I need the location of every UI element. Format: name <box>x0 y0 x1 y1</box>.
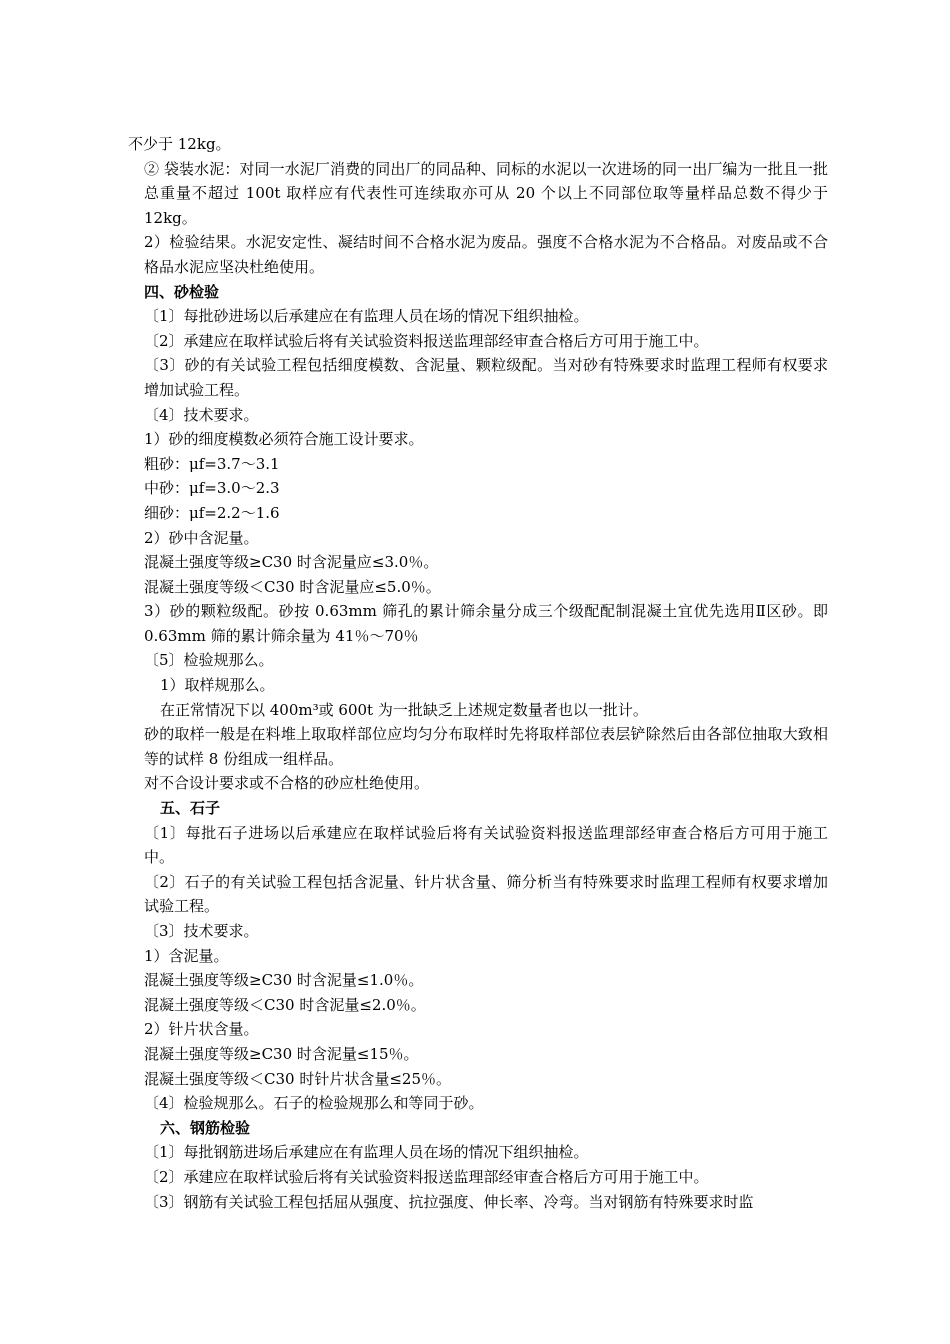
document-page <box>128 132 828 1214</box>
paragraph: 粗砂：μf=3.7～3.1 <box>144 454 280 473</box>
paragraph: 对不合设计要求或不合格的砂应杜绝使用。 <box>144 774 430 793</box>
paragraph: 〔2〕承建应在取样试验后将有关试验资料报送监理部经审查合格后方可用于施工中。 <box>144 1167 709 1186</box>
paragraph: 〔3〕钢筋有关试验工程包括屈从强度、抗拉强度、伸长率、冷弯。当对钢筋有特殊要求时监 <box>144 1192 754 1211</box>
paragraph: 在正常情况下以 400m³或 600t 为一批缺乏上述规定数量者也以一批计。 <box>160 700 648 719</box>
paragraph: 〔3〕砂的有关试验工程包括细度模数、含泥量、颗粒级配。当对砂有特殊要求时监理工程师有权要求增加试验工程。 <box>144 356 828 399</box>
paragraph: 混凝土强度等级≥C30 时含泥量≤1.0％。 <box>144 971 424 990</box>
paragraph: 2）检验结果。水泥安定性、凝结时间不合格水泥为废品。强度不合格水泥为不合格品。对废品或不合格品水泥应坚决杜绝使用。 <box>144 233 828 276</box>
paragraph: 〔2〕承建应在取样试验后将有关试验资料报送监理部经审查合格后方可用于施工中。 <box>144 331 709 350</box>
paragraph: 〔4〕技术要求。 <box>144 405 259 424</box>
section-heading: 四、砂检验 <box>144 282 220 301</box>
section-heading: 五、石子 <box>160 799 221 818</box>
paragraph: 〔1〕每批砂进场以后承建应在有监理人员在场的情况下组织抽检。 <box>144 307 589 326</box>
paragraph: 2）砂中含泥量。 <box>144 528 259 547</box>
paragraph: 2）针片状含量。 <box>144 1020 259 1039</box>
paragraph: ② 袋装水泥：对同一水泥厂消费的同出厂的同品种、同标的水泥以一次进场的同一出厂编为一批且一批总重量不超过 100t 取样应有代表性可连续取亦可从 20 个以上不同部位取等量样品总数不得少于 12kg。 <box>144 159 828 227</box>
paragraph: 〔3〕技术要求。 <box>144 922 259 940</box>
paragraph: 砂的取样一般是在料堆上取取样部位应均匀分布取样时先将取样部位表层铲除然后由各部位抽取大致相等的试样 8 份组成一组样品。 <box>144 725 828 768</box>
section-heading: 六、钢筋检验 <box>160 1118 251 1137</box>
paragraph: 〔5〕检验规那么。 <box>144 651 274 670</box>
paragraph: 中砂：μf=3.0～2.3 <box>144 479 280 498</box>
paragraph: 3）砂的颗粒级配。砂按 0.63mm 筛孔的累计筛余量分成三个级配配制混凝土宜优先选用Ⅱ区砂。即 0.63mm 筛的累计筛余量为 41％～70％ <box>144 602 828 645</box>
paragraph: 混凝土强度等级＜C30 时含泥量≤2.0％。 <box>144 995 426 1014</box>
paragraph: 1）含泥量。 <box>144 946 229 965</box>
paragraph: 混凝土强度等级＜C30 时针片状含量≤25％。 <box>144 1069 451 1088</box>
paragraph: 混凝土强度等级≥C30 时含泥量≤15％。 <box>144 1044 419 1063</box>
paragraph: 不少于 12kg。 <box>128 135 231 153</box>
paragraph: 1）砂的细度模数必须符合施工设计要求。 <box>144 430 424 449</box>
paragraph: 〔4〕检验规那么。石子的检验规那么和等同于砂。 <box>144 1094 484 1113</box>
paragraph: 混凝土强度等级＜C30 时含泥量应≤5.0％。 <box>144 577 441 596</box>
paragraph: 1）取样规那么。 <box>160 676 275 695</box>
paragraph: 〔1〕每批钢筋进场后承建应在有监理人员在场的情况下组织抽检。 <box>144 1143 589 1162</box>
paragraph: 细砂：μf=2.2～1.6 <box>144 503 280 522</box>
paragraph: 混凝土强度等级≥C30 时含泥量应≤3.0％。 <box>144 553 439 572</box>
paragraph: 〔2〕石子的有关试验工程包括含泥量、针片状含量、筛分析当有特殊要求时监理工程师有权要求增加试验工程。 <box>144 872 828 916</box>
paragraph: 〔1〕每批石子进场以后承建应在取样试验后将有关试验资料报送监理部经审查合格后方可用于施工中。 <box>144 823 828 867</box>
